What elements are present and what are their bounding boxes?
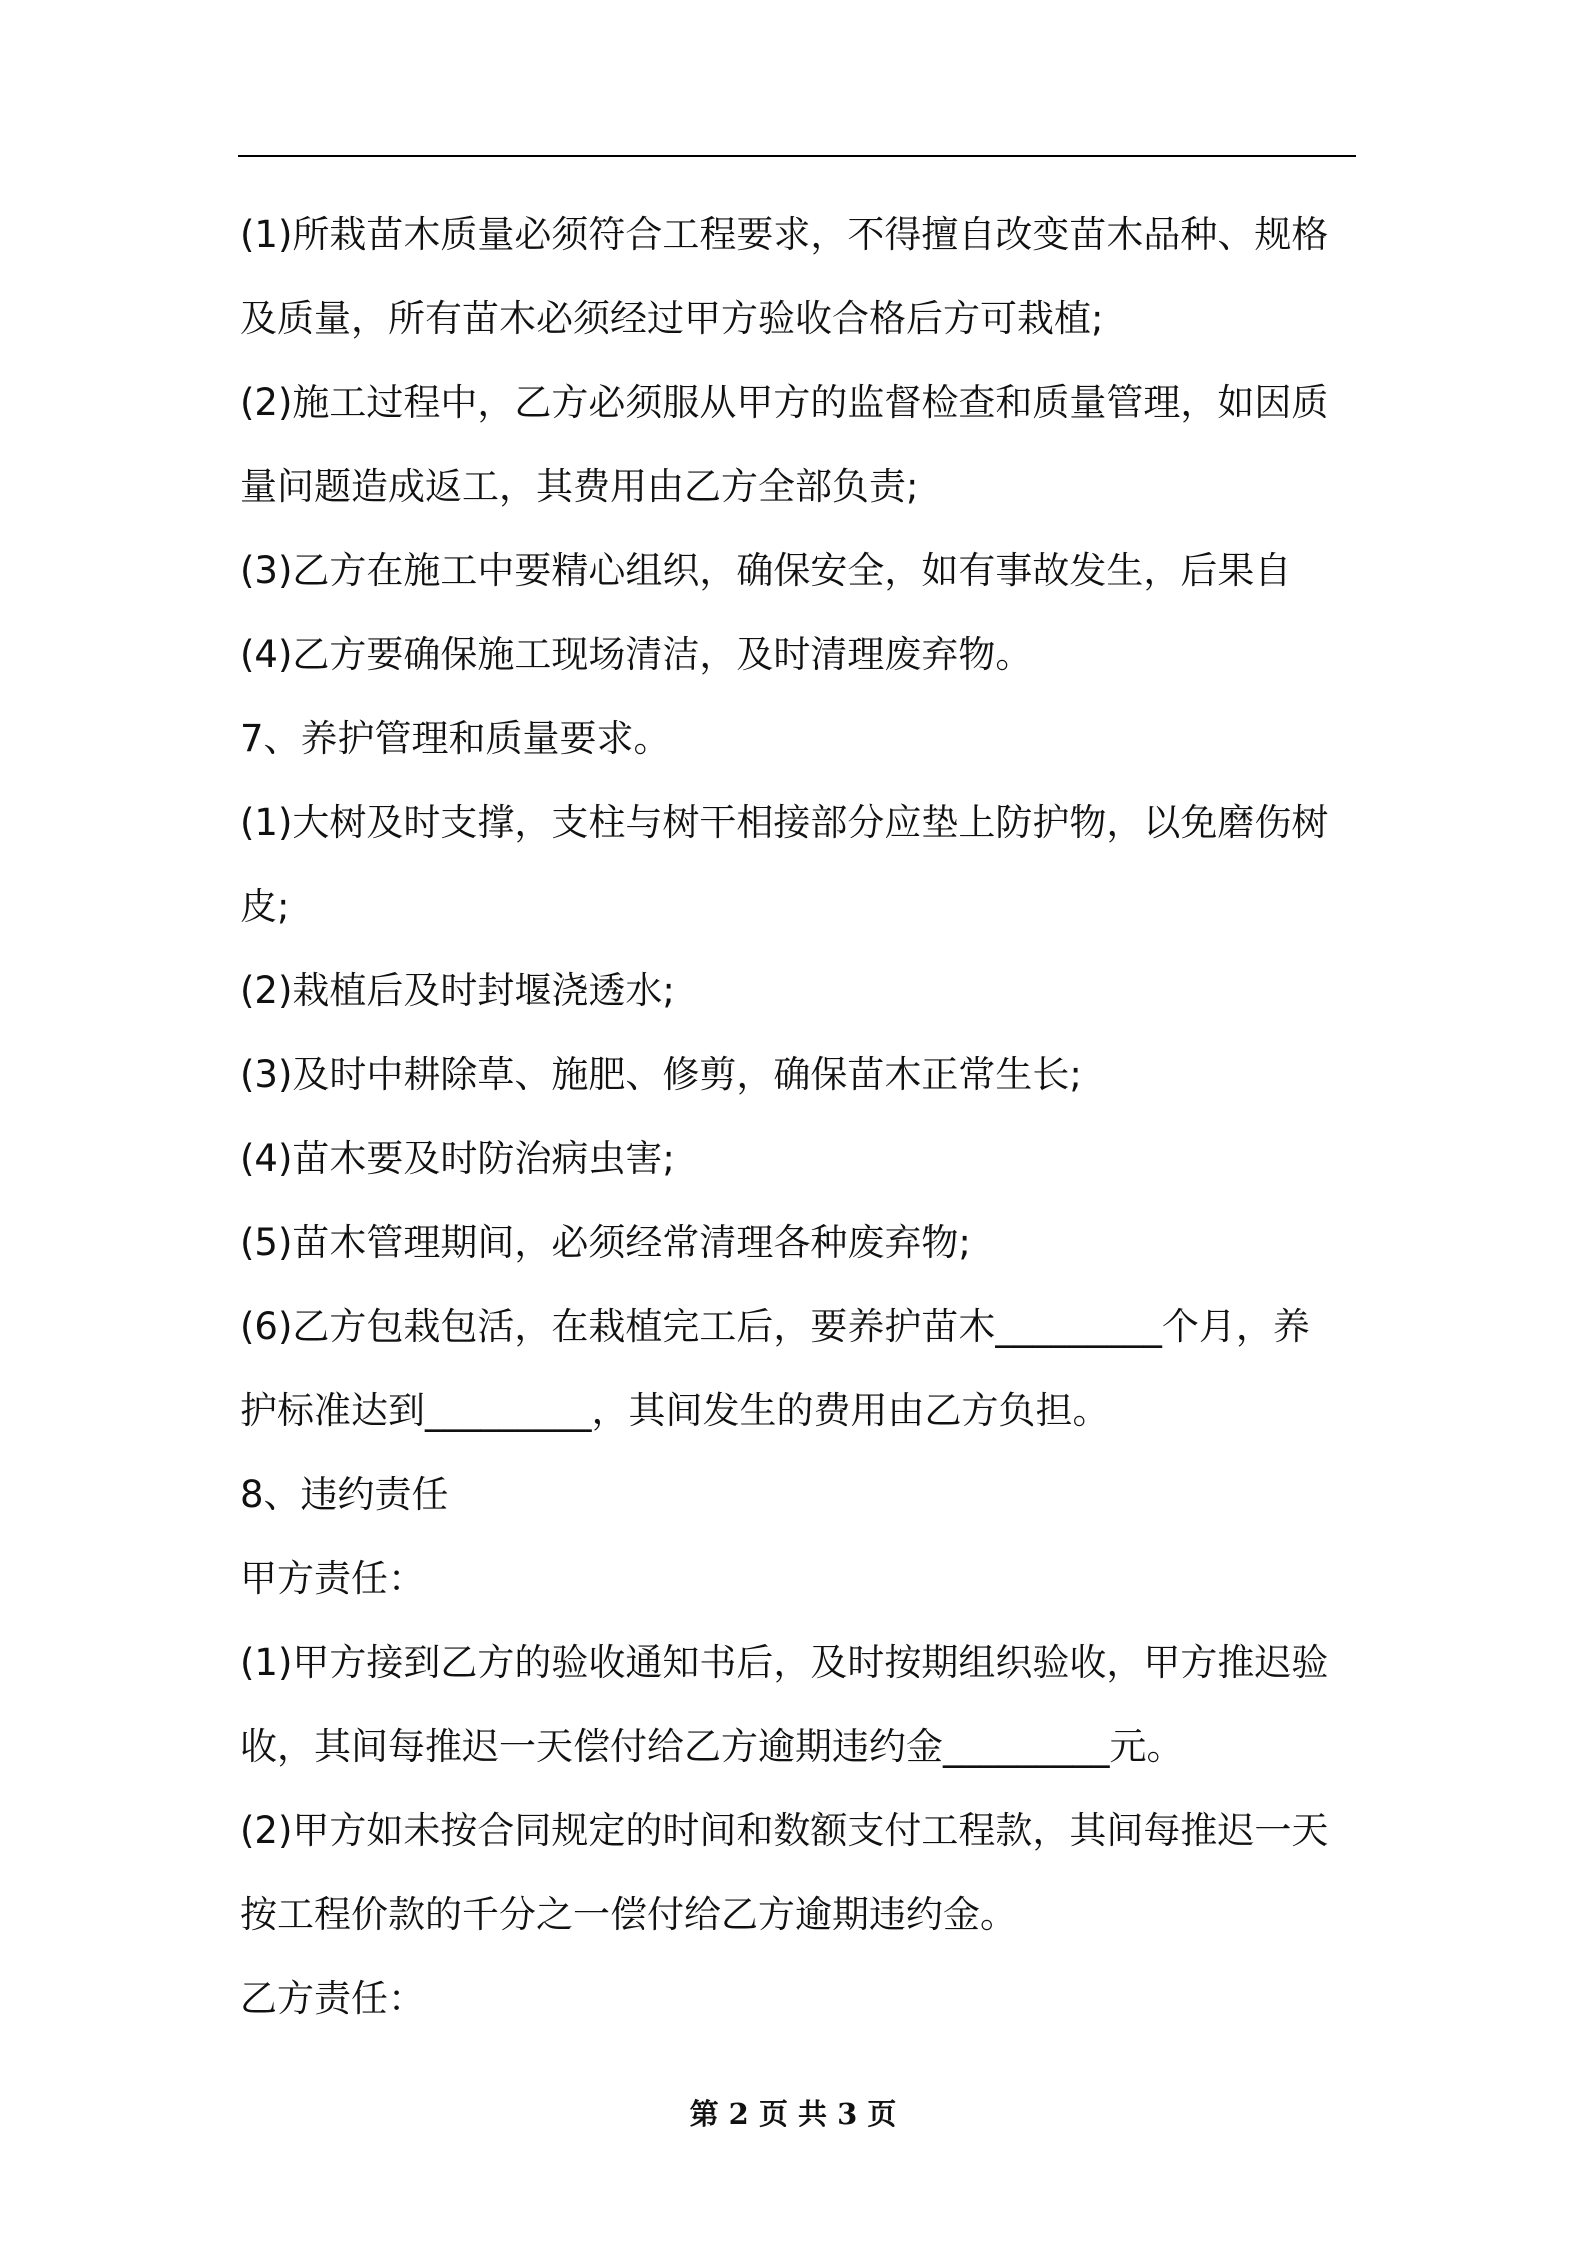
paragraph-line: 按工程价款的千分之一偿付给乙方逾期违约金。: [240, 1893, 1017, 1936]
header-rule: [238, 155, 1356, 157]
paragraph-line: 护标准达到_________，其间发生的费用由乙方负担。: [240, 1389, 1110, 1432]
paragraph-line: (1)所栽苗木质量必须符合工程要求，不得擅自改变苗木品种、规格: [240, 213, 1329, 256]
paragraph-line: 及质量，所有苗木必须经过甲方验收合格后方可栽植;: [240, 297, 1104, 340]
paragraph-line: (1)大树及时支撑，支柱与树干相接部分应垫上防护物，以免磨伤树: [240, 801, 1329, 844]
paragraph-line: 量问题造成返工，其费用由乙方全部负责;: [240, 465, 919, 508]
paragraph-line: (4)苗木要及时防治病虫害;: [240, 1137, 675, 1180]
paragraph-line: 皮;: [240, 885, 290, 928]
subsection-heading: 乙方责任：: [240, 1977, 425, 2020]
paragraph-line: (3)乙方在施工中要精心组织，确保安全，如有事故发生，后果自: [240, 549, 1292, 592]
paragraph-line: (5)苗木管理期间，必须经常清理各种废弃物;: [240, 1221, 971, 1264]
paragraph-line: 收，其间每推迟一天偿付给乙方逾期违约金_________元。: [240, 1725, 1184, 1768]
paragraph-line: (2)甲方如未按合同规定的时间和数额支付工程款，其间每推迟一天: [240, 1809, 1329, 1852]
paragraph-line: (2)施工过程中，乙方必须服从甲方的监督检查和质量管理，如因质: [240, 381, 1329, 424]
paragraph-line: (6)乙方包栽包活，在栽植完工后，要养护苗木_________个月，养: [240, 1305, 1310, 1348]
subsection-heading: 甲方责任：: [240, 1557, 425, 1600]
document-body: [240, 193, 1356, 2041]
paragraph-line: (2)栽植后及时封堰浇透水;: [240, 969, 675, 1012]
paragraph-line: (1)甲方接到乙方的验收通知书后，及时按期组织验收，甲方推迟验: [240, 1641, 1329, 1684]
paragraph-line: (4)乙方要确保施工现场清洁，及时清理废弃物。: [240, 633, 1033, 676]
page-number: 第 2 页 共 3 页: [689, 2097, 897, 2131]
section-heading: 7、养护管理和质量要求。: [240, 717, 671, 760]
paragraph-line: (3)及时中耕除草、施肥、修剪，确保苗木正常生长;: [240, 1053, 1082, 1096]
section-heading: 8、违约责任: [240, 1473, 449, 1516]
